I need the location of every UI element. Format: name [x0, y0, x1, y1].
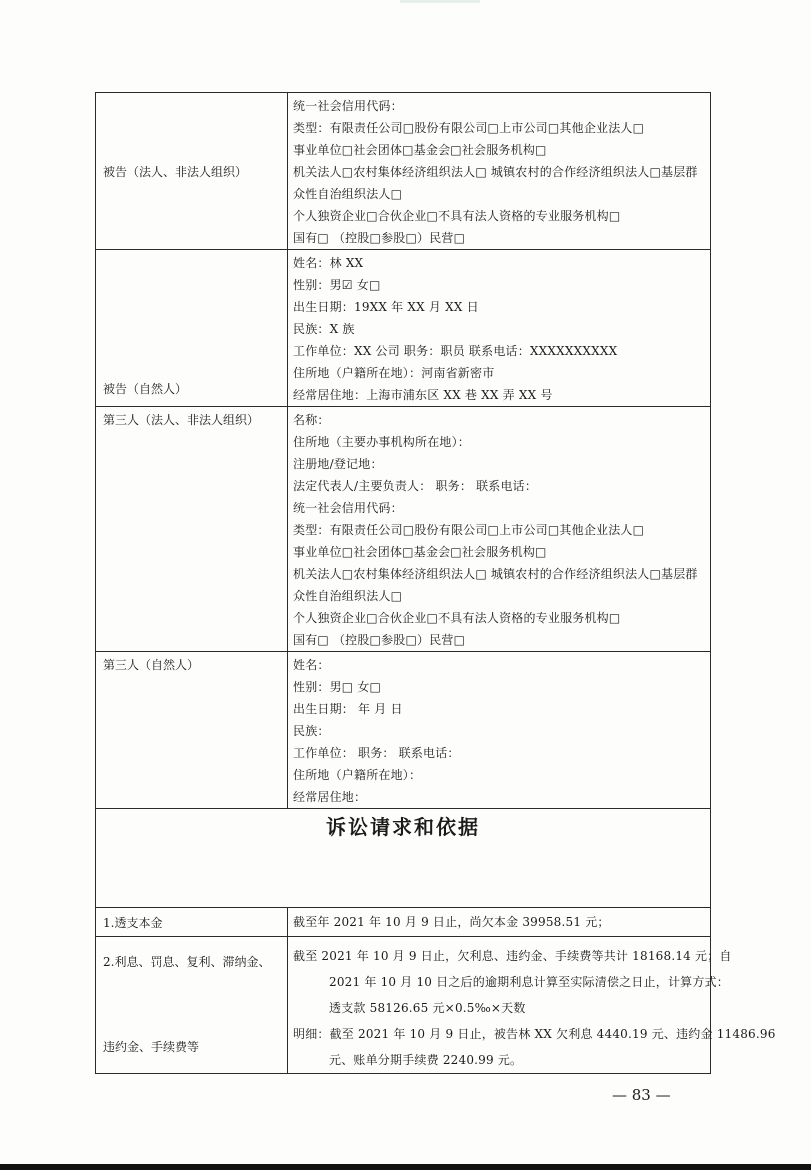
- label-text: 被告（法人、非法人组织）: [103, 164, 248, 179]
- row-label: [96, 652, 288, 809]
- row-content: [288, 937, 776, 1074]
- field-line: 住所地（户籍所在地）：: [293, 768, 422, 782]
- field-line: 出生日期： 年 月 日: [293, 702, 403, 716]
- label-text: 2.利息、罚息、复利、滞纳金、: [103, 955, 271, 969]
- field-line: 经常居住地：: [293, 790, 367, 804]
- field-line: 工作单位： 职务： 联系电话：: [293, 746, 460, 760]
- field-line: 截至年 2021 年 10 月 9 日止，尚欠本金 39958.51 元；: [293, 915, 610, 929]
- field-line: 元、账单分期手续费 2240.99 元。: [329, 1053, 523, 1067]
- field-line: 性别：男☑ 女□: [293, 278, 381, 292]
- field-line: 住所地（主要办事机构所在地）：: [293, 435, 471, 449]
- field-line: 2021 年 10 月 10 日之后的逾期利息计算至实际清偿之日止，计算方式：: [329, 975, 729, 989]
- field-line: 个人独资企业□合伙企业□不具有法人资格的专业服务机构□: [293, 209, 621, 223]
- field-line: 名称：: [293, 413, 330, 427]
- field-line: 众性自治组织法人□: [293, 187, 403, 201]
- scan-mark: [400, 0, 480, 3]
- field-line: 注册地/登记地：: [293, 457, 383, 471]
- field-line: 工作单位：XX 公司 职务：职员 联系电话：XXXXXXXXXX: [293, 344, 618, 358]
- field-line: 法定代表人/主要负责人： 职务： 联系电话：: [293, 479, 538, 493]
- field-line: 民族：: [293, 724, 330, 738]
- row-content: [288, 652, 711, 809]
- row-third-party-natural-person: [96, 652, 711, 809]
- field-line: 国有□ （控股□参股□）民营□: [293, 231, 466, 245]
- row-content: [288, 93, 711, 250]
- row-content: [288, 250, 711, 407]
- field-line: 个人独资企业□合伙企业□不具有法人资格的专业服务机构□: [293, 611, 621, 625]
- label-text: 1.透支本金: [103, 915, 163, 930]
- row-label: [96, 908, 288, 937]
- field-line: 众性自治组织法人□: [293, 589, 403, 603]
- row-content: [288, 407, 711, 652]
- field-line: 机关法人□农村集体经济组织法人□ 城镇农村的合作经济组织法人□基层群: [293, 567, 698, 581]
- section-heading: 诉讼请求和依据: [326, 815, 480, 839]
- row-content: [288, 908, 711, 937]
- heading-cell: [96, 809, 711, 908]
- page-number: — 83 —: [612, 1086, 671, 1104]
- label-text: 被告（自然人）: [103, 382, 188, 396]
- row-claim-principal: [96, 908, 711, 937]
- label-text: 第三人（法人、非法人组织）: [103, 413, 260, 427]
- field-line: 经常居住地：上海市浦东区 XX 巷 XX 弄 XX 号: [293, 388, 553, 402]
- field-line: 民族：X 族: [293, 322, 355, 336]
- row-claim-interest-fees: [96, 937, 711, 1074]
- field-line: 性别：男□ 女□: [293, 680, 382, 694]
- row-label: [96, 93, 288, 250]
- field-line: 事业单位□社会团体□基金会□社会服务机构□: [293, 545, 547, 559]
- row-label: [96, 937, 288, 1074]
- row-label: [96, 250, 288, 407]
- field-line: 统一社会信用代码：: [293, 501, 403, 515]
- field-line: 住所地（户籍所在地）：河南省新密市: [293, 366, 495, 380]
- field-line: 透支款 58126.65 元×0.5‰×天数: [329, 1001, 526, 1015]
- complaint-form-table: [95, 92, 776, 1074]
- label-text: 违约金、手续费等: [103, 1040, 200, 1054]
- field-line: 事业单位□社会团体□基金会□社会服务机构□: [293, 143, 547, 157]
- row-defendant-natural-person: [96, 250, 711, 407]
- row-defendant-legal-entity: [96, 93, 711, 250]
- field-line: 明细：截至 2021 年 10 月 9 日止，被告林 XX 欠利息 4440.19 元、违约金 11486.96: [293, 1027, 776, 1041]
- field-line: 类型：有限责任公司□股份有限公司□上市公司□其他企业法人□: [293, 523, 645, 537]
- field-line: 姓名：: [293, 658, 330, 672]
- label-text: 第三人（自然人）: [103, 658, 200, 672]
- row-third-party-legal-entity: [96, 407, 711, 652]
- row-heading: [96, 809, 711, 908]
- scan-edge: [0, 1164, 811, 1170]
- field-line: 类型：有限责任公司□股份有限公司□上市公司□其他企业法人□: [293, 121, 645, 135]
- field-line: 机关法人□农村集体经济组织法人□ 城镇农村的合作经济组织法人□基层群: [293, 165, 698, 179]
- field-line: 统一社会信用代码：: [293, 99, 403, 113]
- row-label: [96, 407, 288, 652]
- field-line: 截至 2021 年 10 月 9 日止，欠利息、违约金、手续费等共计 18168.14 元；自: [293, 949, 732, 963]
- field-line: 出生日期：19XX 年 XX 月 XX 日: [293, 300, 479, 314]
- field-line: 姓名：林 XX: [293, 256, 364, 270]
- field-line: 国有□ （控股□参股□）民营□: [293, 633, 466, 647]
